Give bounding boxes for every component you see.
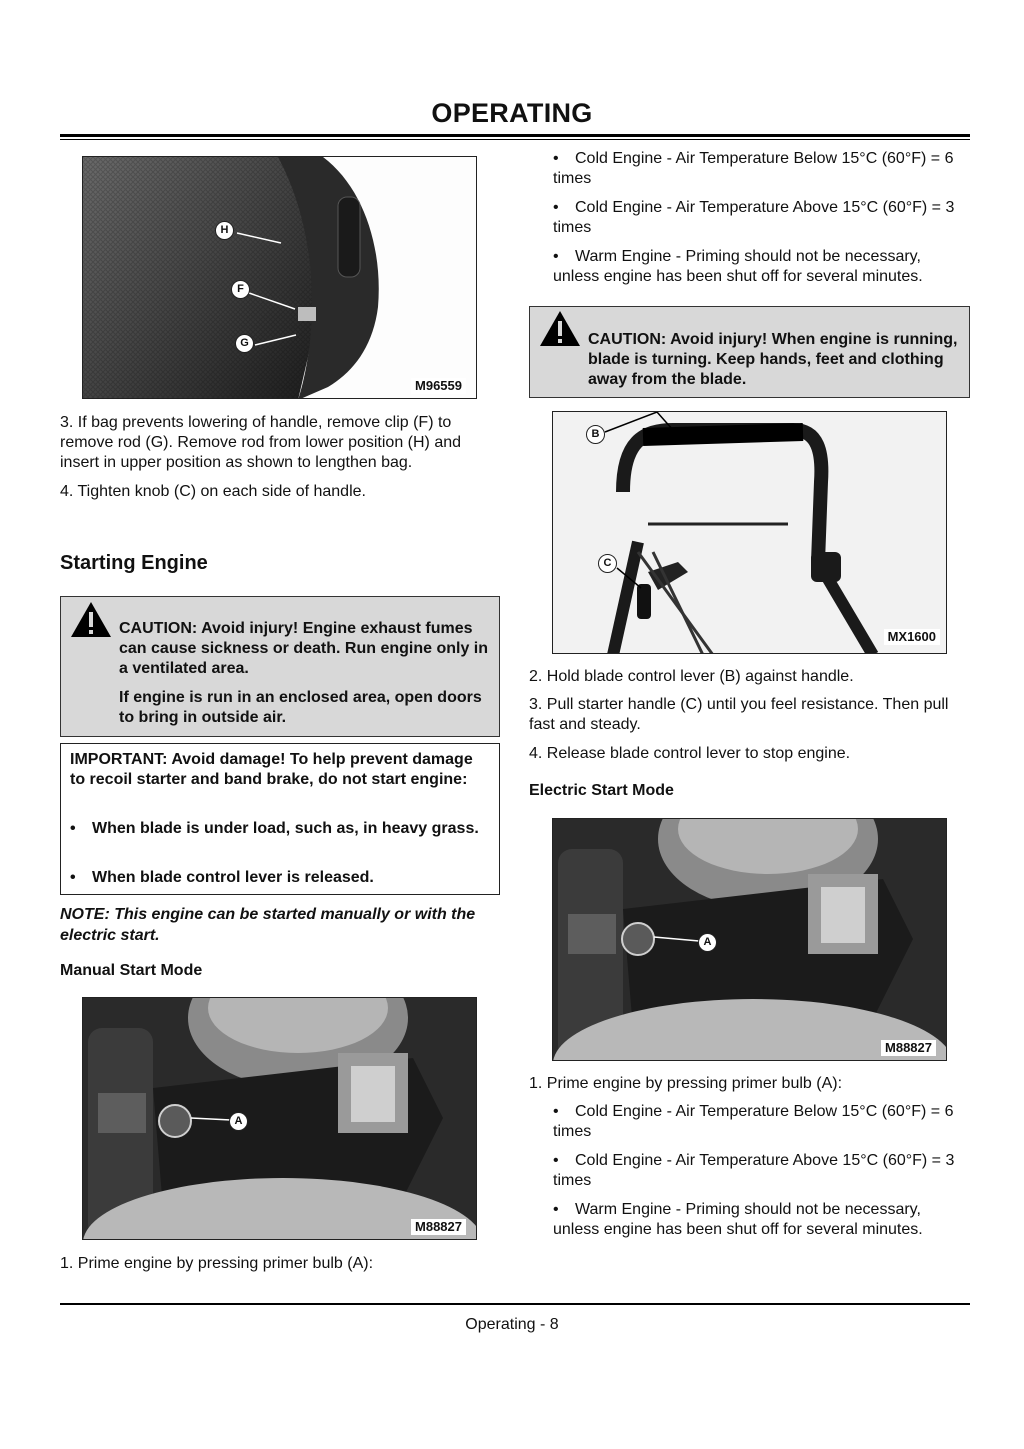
step-1-prime-electric: 1. Prime engine by pressing primer bulb (A): [529,1075,843,1092]
bullet-mark: • [553,150,559,167]
step-3-bag: 3. If bag prevents lowering of handle, remove clip (F) to remove rod (G). Remove rod from lower position (H) and insert in upper position as shown to lengthen bag. [60,414,462,471]
bullet-warm-engine: • Warm Engine - Priming should not be necessary, unless engine has been shut off for several minutes. [553,1201,923,1238]
caution-exhaust-box [60,596,500,737]
caution-text: CAUTION: Avoid injury! When engine is running, blade is turning. Keep hands, feet and clothing away from the blade. [588,331,958,388]
warning-triangle-icon [70,601,112,638]
callout-c: C [598,554,617,573]
bullet-cold-above: • Cold Engine - Air Temperature Above 15°C (60°F) = 3 times [553,1152,955,1189]
note-text: NOTE: This engine can be started manually or with the electric start. [60,906,476,944]
electric-start-heading: Electric Start Mode [529,782,674,799]
bullet-mark: • [70,869,76,886]
important-bullet: • When blade control lever is released. [70,869,374,886]
bullet-cold-above: • Cold Engine - Air Temperature Above 15°C (60°F) = 3 times [553,199,955,236]
manual-start-heading: Manual Start Mode [60,962,203,979]
bullet-cold-below: • Cold Engine - Air Temperature Below 15°C (60°F) = 6 times [553,150,954,187]
callout-b: B [586,425,605,444]
photo-engine-manual [82,997,477,1240]
photo-grass-bag [82,156,477,399]
caution-text-2: If engine is run in an enclosed area, open doors to bring in outside air. [119,689,482,726]
page-number: Operating - 8 [465,1316,559,1333]
warning-triangle-icon [539,310,581,347]
section-heading-starting-engine: Starting Engine [60,552,208,574]
bullet-mark: • [553,1103,559,1120]
step-4-release-lever: 4. Release blade control lever to stop engine. [529,745,851,762]
photo-handle [552,411,947,654]
bullet-mark: • [553,199,559,216]
step-2-hold-lever: 2. Hold blade control lever (B) against handle. [529,668,854,685]
step-4-knob: 4. Tighten knob (C) on each side of handle. [60,483,366,500]
page-title: OPERATING [431,98,593,128]
important-intro: IMPORTANT: Avoid damage! To help prevent damage to recoil starter and band brake, do not start engine: [70,751,473,788]
important-box [60,743,500,895]
photo-code: M96559 [411,378,466,394]
step-3-pull-starter: 3. Pull starter handle (C) until you feel resistance. Then pull fast and steady. [529,696,949,733]
callout-h: H [215,221,234,240]
callout-g: G [235,334,254,353]
bullet-mark: • [553,1152,559,1169]
photo-code: MX1600 [884,629,940,645]
photo-code: M88827 [411,1219,466,1235]
footer-rule [60,1303,970,1305]
important-bullet: • When blade is under load, such as, in heavy grass. [70,820,479,837]
photo-engine-electric [552,818,947,1061]
callout-a: A [229,1112,248,1131]
bullet-cold-below: • Cold Engine - Air Temperature Below 15°C (60°F) = 6 times [553,1103,954,1140]
bullet-mark: • [553,248,559,265]
caution-text: CAUTION: Avoid injury! Engine exhaust fumes can cause sickness or death. Run engine only in a ventilated area. [119,620,488,677]
callout-a: A [698,933,717,952]
bullet-mark: • [70,820,76,837]
header-rule [60,134,970,137]
bullet-mark: • [553,1201,559,1218]
bullet-warm-engine: • Warm Engine - Priming should not be necessary, unless engine has been shut off for several minutes. [553,248,923,285]
callout-f: F [231,280,250,299]
step-1-prime-manual: 1. Prime engine by pressing primer bulb (A): [60,1255,374,1272]
photo-code: M88827 [881,1040,936,1056]
caution-blade-box [529,306,970,398]
header-rule-thin [60,139,970,140]
